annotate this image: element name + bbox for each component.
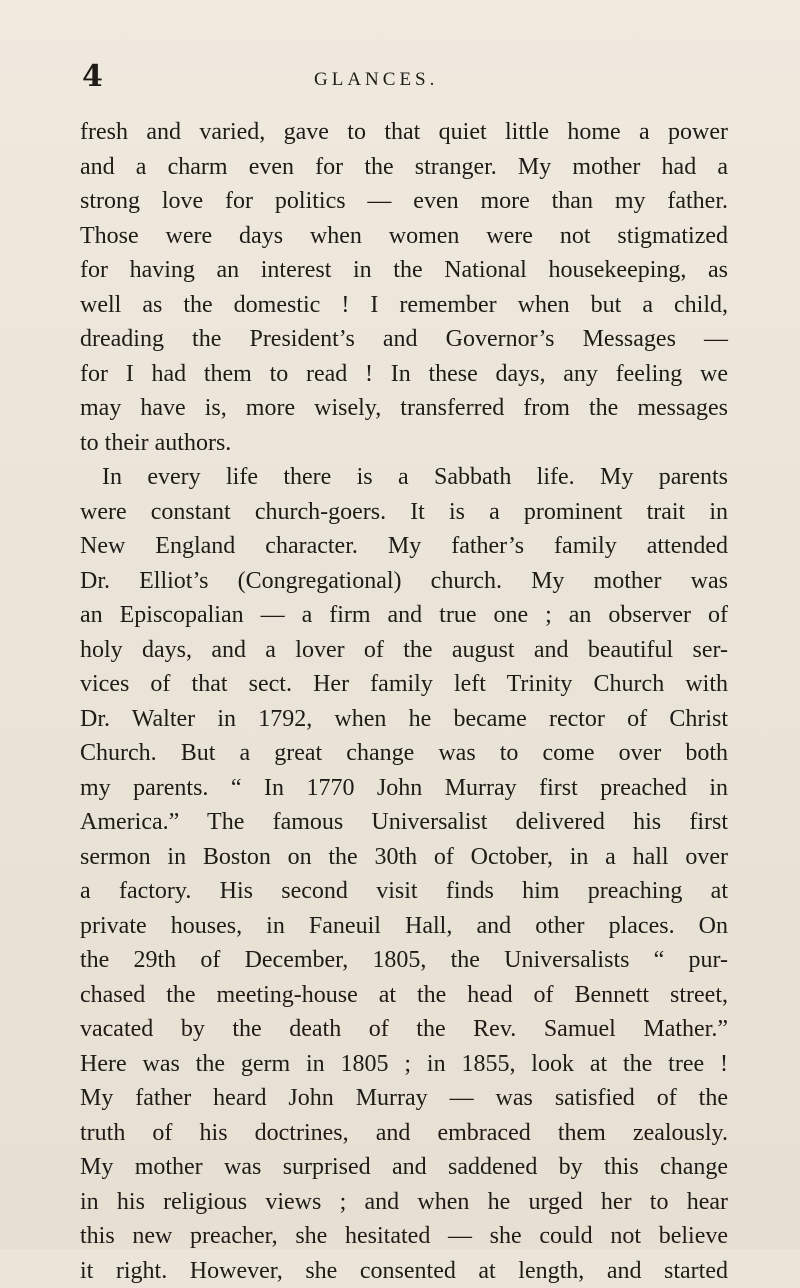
text-line: private houses, in Faneuil Hall, and other places. On: [80, 909, 728, 944]
text-line: my parents. “ In 1770 John Murray first preached in: [80, 771, 728, 806]
text-line: America.” The famous Universalist delivered his first: [80, 805, 728, 840]
text-line: sermon in Boston on the 30th of October, in a hall over: [80, 840, 728, 875]
text-line: this new preacher, she hesitated — she could not believe: [80, 1219, 728, 1254]
text-line: Dr. Walter in 1792, when he became rector of Christ: [80, 702, 728, 737]
text-line: for having an interest in the National housekeeping, as: [80, 253, 728, 288]
text-line: My mother was surprised and saddened by this change: [80, 1150, 728, 1185]
text-line: in his religious views ; and when he urged her to hear: [80, 1185, 728, 1220]
text-line: vices of that sect. Her family left Trinity Church with: [80, 667, 728, 702]
text-line: it right. However, she consented at length, and started: [80, 1254, 728, 1288]
text-line: dreading the President’s and Governor’s Messages —: [80, 322, 728, 357]
text-line: a factory. His second visit finds him preaching at: [80, 874, 728, 909]
text-line: Those were days when women were not stigmatized: [80, 219, 728, 254]
body-text: [80, 115, 728, 1288]
text-line: Here was the germ in 1805 ; in 1855, look at the tree !: [80, 1047, 728, 1082]
page-number: 4: [82, 62, 103, 92]
text-line: In every life there is a Sabbath life. My parents: [80, 460, 728, 495]
text-line: truth of his doctrines, and embraced them zealously.: [80, 1116, 728, 1151]
text-line: were constant church-goers. It is a prominent trait in: [80, 495, 728, 530]
text-line: New England character. My father’s family attended: [80, 529, 728, 564]
text-line: well as the domestic ! I remember when but a child,: [80, 288, 728, 323]
text-line: My father heard John Murray — was satisfied of the: [80, 1081, 728, 1116]
text-line: Dr. Elliot’s (Congregational) church. My mother was: [80, 564, 728, 599]
text-line: for I had them to read ! In these days, any feeling we: [80, 357, 728, 392]
running-title: GLANCES.: [314, 68, 438, 92]
text-line: Church. But a great change was to come over both: [80, 736, 728, 771]
text-line: fresh and varied, gave to that quiet little home a power: [80, 115, 728, 150]
running-head: [0, 62, 800, 102]
text-line: may have is, more wisely, transferred from the messages: [80, 391, 728, 426]
text-line: vacated by the death of the Rev. Samuel Mather.”: [80, 1012, 728, 1047]
text-line: to their authors.: [80, 426, 728, 461]
text-line: chased the meeting-house at the head of Bennett street,: [80, 978, 728, 1013]
text-line: holy days, and a lover of the august and beautiful ser-: [80, 633, 728, 668]
text-line: strong love for politics — even more than my father.: [80, 184, 728, 219]
text-line: and a charm even for the stranger. My mother had a: [80, 150, 728, 185]
text-line: an Episcopalian — a firm and true one ; an observer of: [80, 598, 728, 633]
text-line: the 29th of December, 1805, the Universalists “ pur-: [80, 943, 728, 978]
